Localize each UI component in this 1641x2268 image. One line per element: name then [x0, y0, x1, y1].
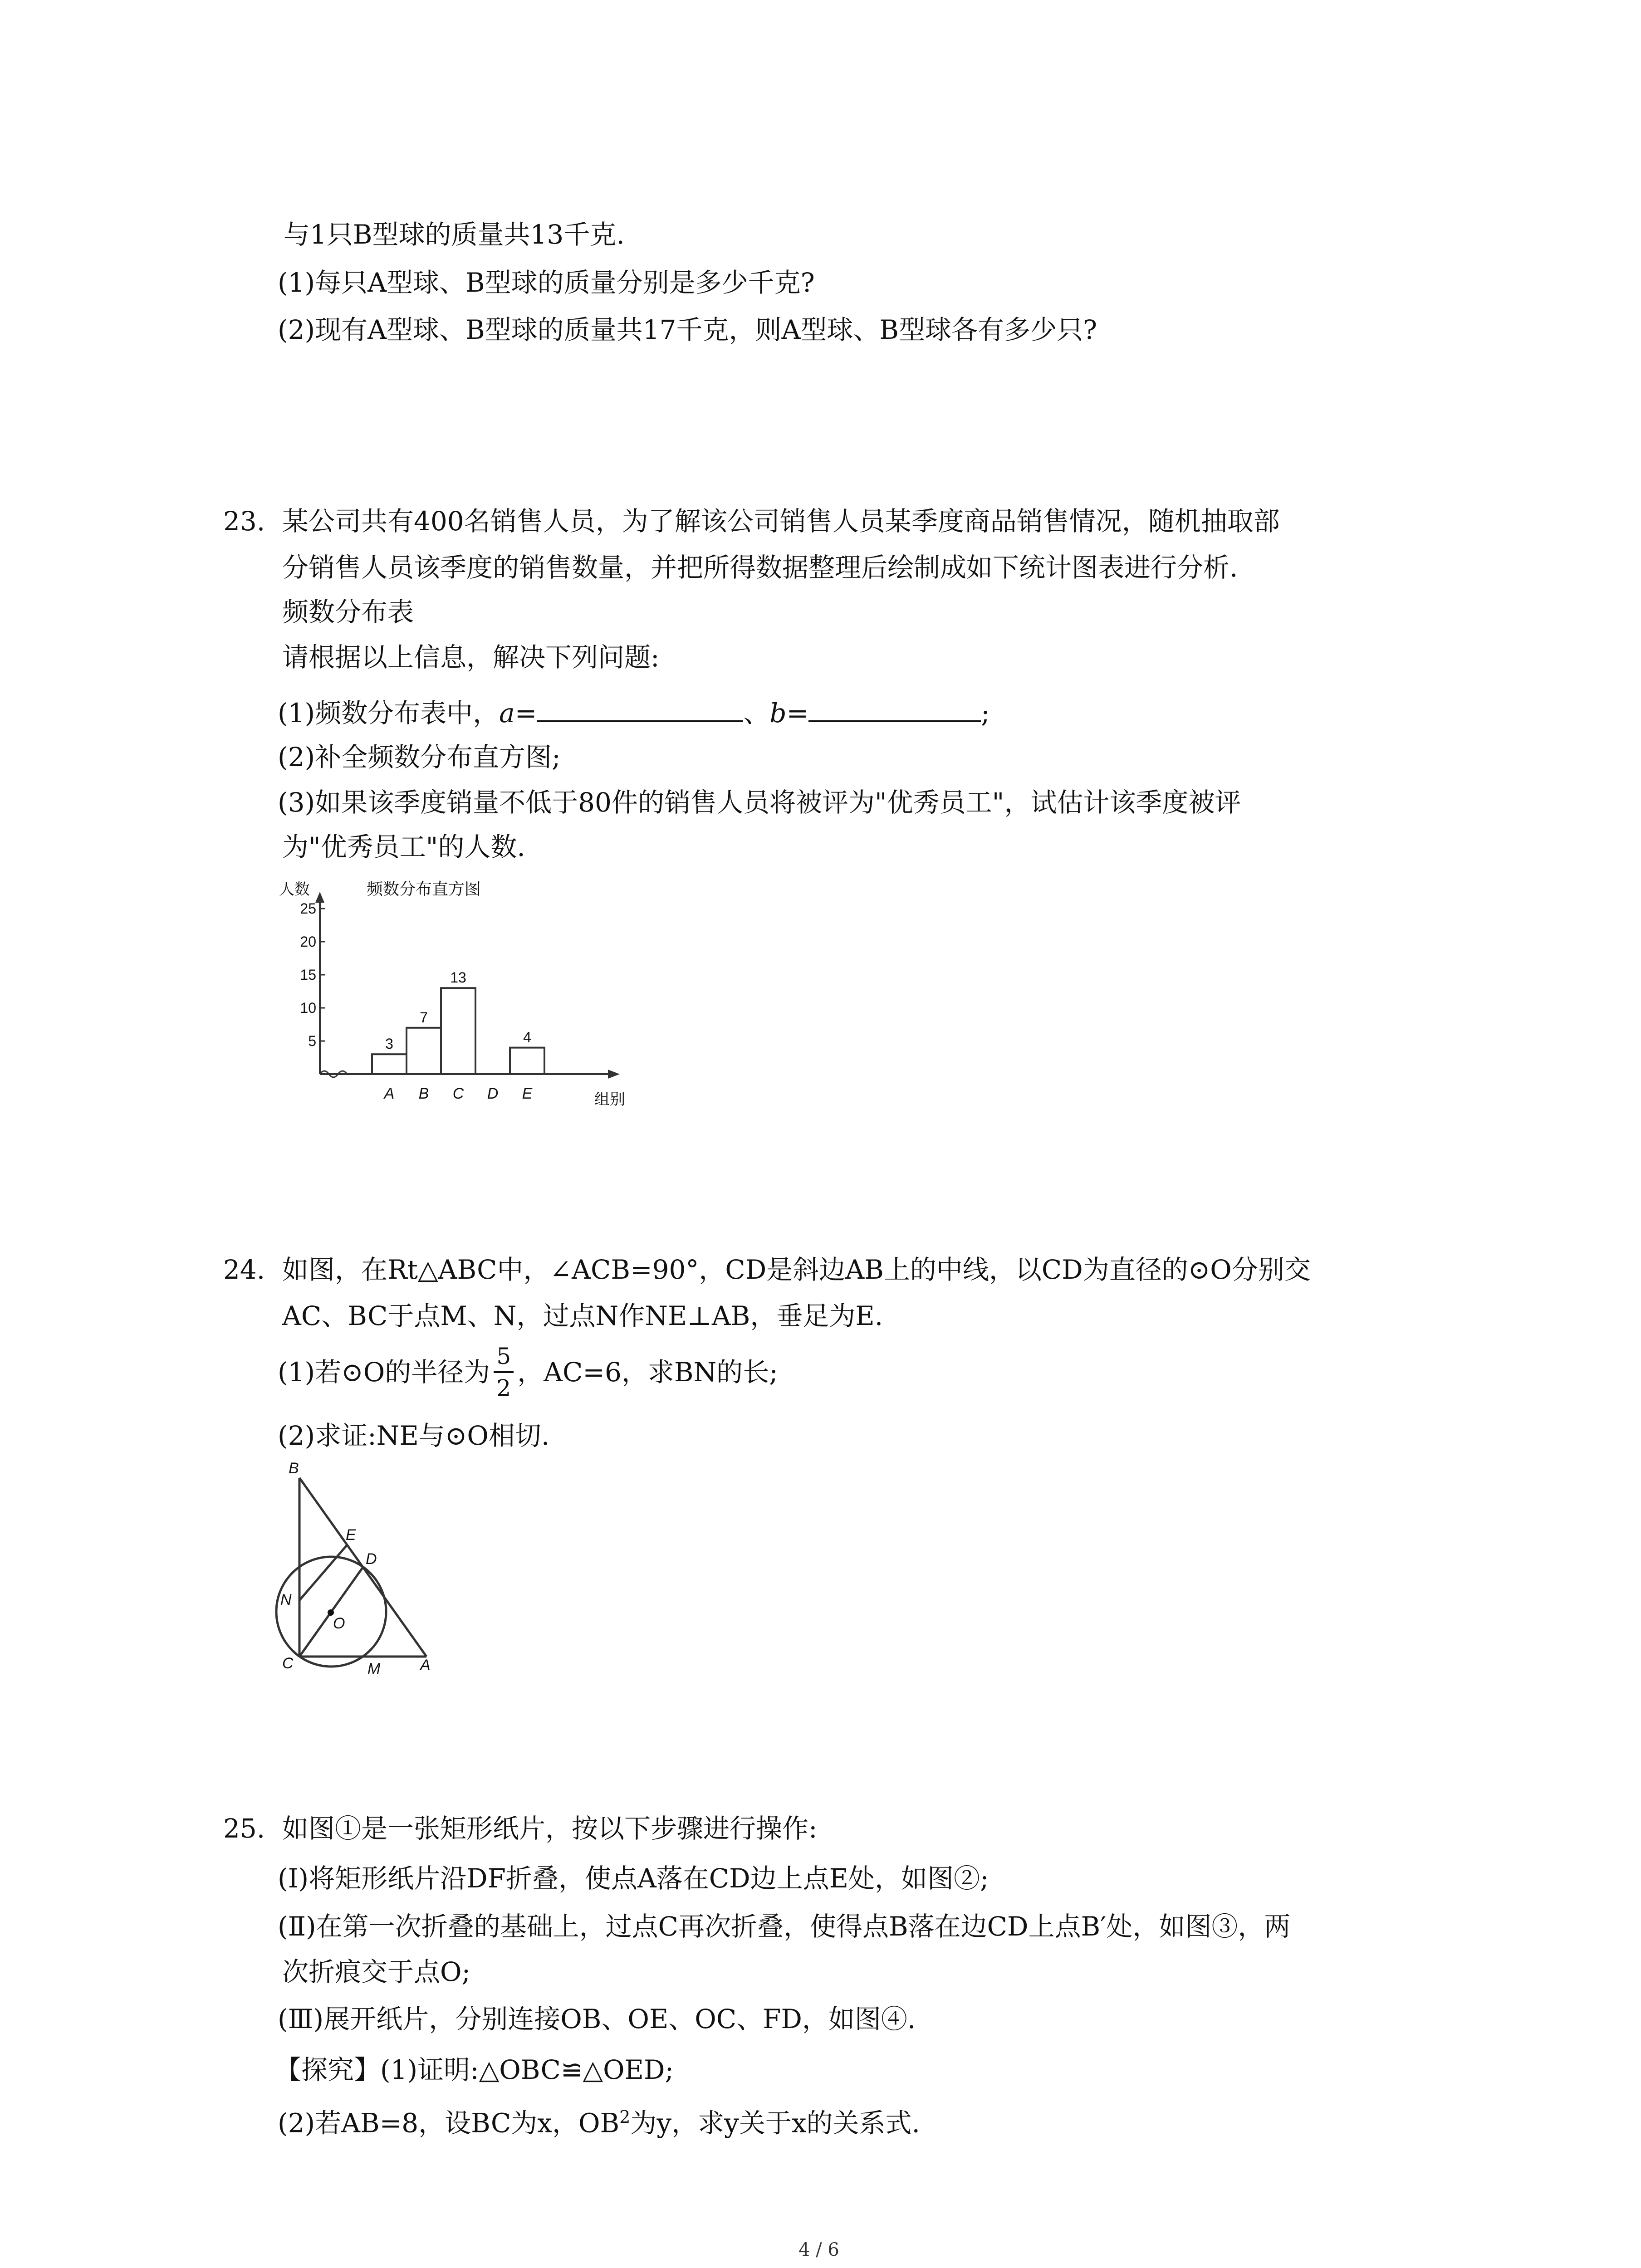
text-line: 请根据以上信息，解决下列问题:: [282, 642, 660, 673]
text-line: 为"优秀员工"的人数.: [282, 831, 525, 862]
bar-value-label: 3: [385, 1036, 393, 1052]
question-part: (2)补全频数分布直方图;: [278, 742, 561, 772]
text-line: 如图，在Rt△ABC中，∠ACB=90°，CD是斜边AB上的中线，以CD为直径的⊙O分别交: [282, 1254, 1311, 1285]
chart-ylabel: 人数: [279, 881, 310, 898]
chart-title: 频数分布直方图: [367, 880, 481, 898]
step-line: (Ⅱ)在第一次折叠的基础上，过点C再次折叠，使得点B落在边CD上点B′处，如图③，两: [278, 1911, 1291, 1942]
y-tick-label: 25: [300, 900, 316, 917]
y-tick-label: 5: [308, 1033, 316, 1049]
text-line: AC、BC于点M、N，过点N作NE⊥AB，垂足为E.: [282, 1300, 883, 1331]
text-line: 分销售人员该季度的销售数量，并把所得数据整理后绘制成如下统计图表进行分析.: [282, 552, 1238, 583]
chart-xlabel: 组别: [594, 1091, 625, 1108]
question-number: 23.: [223, 506, 265, 537]
x-tick-label: D: [487, 1085, 499, 1102]
fraction: $\frac{5}{2}$: [494, 1344, 514, 1400]
step-line: (Ⅲ)展开纸片，分别连接OB、OE、OC、FD，如图④.: [278, 2004, 916, 2034]
label-m: M: [367, 1660, 381, 1677]
label-c: C: [282, 1655, 294, 1672]
y-tick-label: 15: [300, 967, 316, 983]
segment-ne: [299, 1545, 347, 1600]
question-part: (2)现有A型球、B型球的质量共17千克，则A型球、B型球各有多少只?: [278, 314, 1097, 345]
text-line: 与1只B型球的质量共13千克.: [284, 219, 625, 250]
bar-value-label: 4: [523, 1029, 531, 1046]
step-line: (Ⅰ)将矩形纸片沿DF折叠，使点A落在CD边上点E处，如图②;: [278, 1863, 989, 1894]
text-line: 某公司共有400名销售人员，为了解该公司销售人员某季度商品销售情况，随机抽取部: [282, 506, 1280, 537]
question-number: 25.: [223, 1813, 265, 1844]
question-part: (2)求证:NE与⊙O相切.: [278, 1420, 550, 1451]
text-line: 如图①是一张矩形纸片，按以下步骤进行操作:: [282, 1813, 818, 1844]
bar-value-label: 7: [420, 1009, 428, 1026]
text-line: 次折痕交于点O;: [282, 1956, 471, 1987]
label-d: D: [366, 1550, 377, 1568]
question-number: 24.: [223, 1254, 265, 1285]
label-b: B: [289, 1460, 299, 1477]
question-part: (1)每只A型球、B型球的质量分别是多少千克?: [278, 267, 815, 298]
question-part: (1)频数分布表中，a= 、b= ;: [278, 698, 990, 728]
explore-line: 【探究】(1)证明:△OBC≌△OED;: [275, 2054, 674, 2085]
x-tick-label: B: [418, 1085, 429, 1102]
y-tick-label: 20: [300, 934, 316, 950]
y-tick-label: 10: [300, 1000, 316, 1016]
table-title: 频数分布表: [282, 596, 414, 627]
label-o: O: [333, 1615, 345, 1632]
question-part: (1)若⊙O的半径为 $\frac{5}{2}$ ，AC=6，求BN的长;: [278, 1343, 778, 1401]
bar-value-label: 13: [450, 969, 466, 986]
question-part: (2)若AB=8，设BC为x，$OB^2$为y，求y关于x的关系式.: [278, 2107, 920, 2139]
x-tick-label: C: [452, 1085, 464, 1102]
question-part: (3)如果该季度销量不低于80件的销售人员将被评为"优秀员工"，试估计该季度被评: [278, 787, 1241, 818]
label-e: E: [346, 1526, 356, 1544]
x-tick-label: A: [384, 1085, 395, 1102]
x-tick-label: E: [522, 1085, 533, 1102]
page-number: 4 / 6: [798, 2239, 839, 2260]
label-a: A: [420, 1657, 431, 1674]
label-n: N: [280, 1591, 292, 1608]
